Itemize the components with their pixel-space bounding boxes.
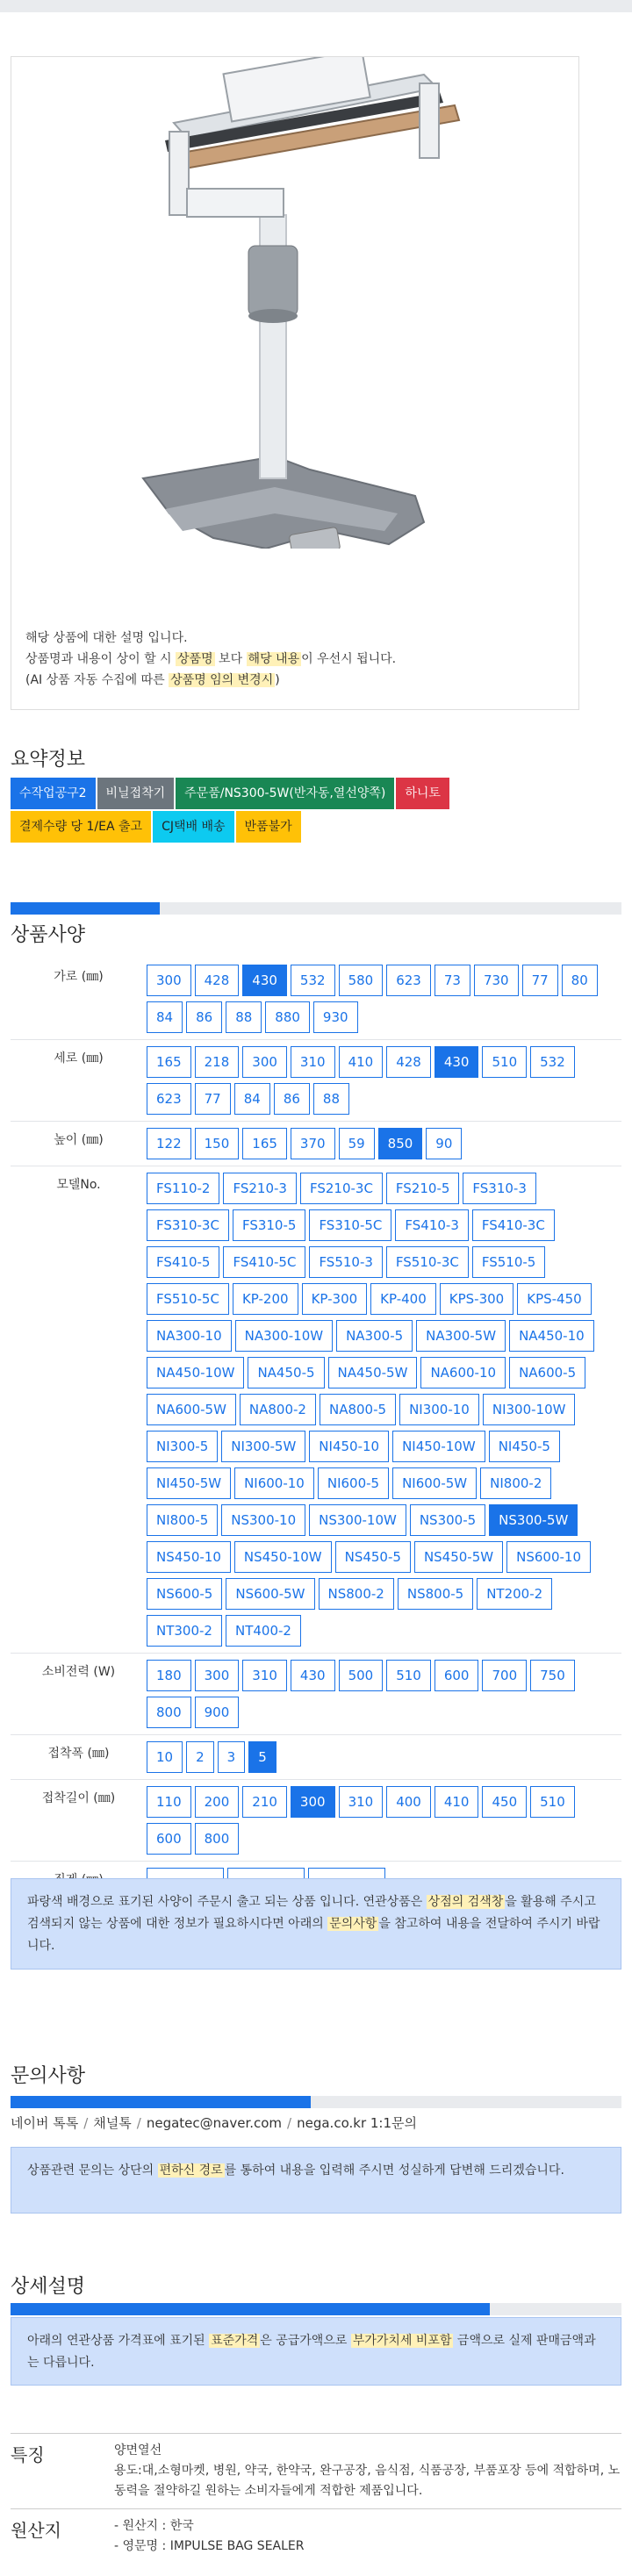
spec-option[interactable]: NS300-5 xyxy=(410,1504,485,1536)
spec-option[interactable]: 410 xyxy=(339,1046,384,1078)
spec-option[interactable]: FS210-3 xyxy=(223,1173,296,1204)
spec-row-label: 접착길이 (㎜) xyxy=(41,1791,116,1805)
spec-option[interactable]: 500 xyxy=(339,1660,384,1691)
spec-option[interactable]: 77 xyxy=(522,965,558,996)
spec-option-selected[interactable]: NS300-5W xyxy=(489,1504,578,1536)
spec-option[interactable]: NA800-5 xyxy=(320,1394,396,1425)
spec-option[interactable]: NI450-5 xyxy=(489,1431,560,1462)
spec-progress-bar xyxy=(11,902,621,915)
spec-row-label: 높이 (㎜) xyxy=(54,1133,104,1147)
details-title: 상세설명 xyxy=(11,2276,86,2298)
spec-option[interactable]: FS110-2 xyxy=(147,1173,219,1204)
spec-option[interactable]: 300 xyxy=(195,1660,240,1691)
spec-option[interactable]: 200 xyxy=(195,1786,240,1818)
spec-option[interactable]: NI300-5W xyxy=(221,1431,305,1462)
spec-table xyxy=(11,958,621,1906)
details-row xyxy=(11,2433,621,2508)
spec-option[interactable]: 86 xyxy=(186,1001,222,1033)
spec-option[interactable]: 623 xyxy=(147,1083,191,1115)
spec-option[interactable]: 122 xyxy=(147,1128,191,1159)
spec-option[interactable]: NS800-5 xyxy=(398,1578,473,1610)
spec-option[interactable]: NS800-2 xyxy=(319,1578,394,1610)
details-line: - 원산지 : 한국 xyxy=(114,2519,194,2533)
notice-line-3: (AI 상품 자동 수집에 따른 상품명 임의 변경시 ) xyxy=(25,673,280,687)
spec-option[interactable]: NS450-5W xyxy=(414,1541,503,1573)
spec-option[interactable]: 88 xyxy=(226,1001,262,1033)
spec-option[interactable]: FS510-5 xyxy=(472,1246,545,1278)
spec-option-group xyxy=(147,1044,621,1117)
contact-naver-talk[interactable]: 네이버 톡톡 xyxy=(11,2115,79,2131)
summary-badge: 결제수량 당 1/EA 출고 xyxy=(11,811,151,843)
spec-option[interactable]: NA450-5W xyxy=(328,1357,418,1388)
spec-option[interactable]: 532 xyxy=(291,965,335,996)
spec-option[interactable]: 410 xyxy=(434,1786,479,1818)
spec-option[interactable]: KPS-300 xyxy=(440,1283,514,1315)
spec-option[interactable]: NS600-5W xyxy=(226,1578,314,1610)
spec-option[interactable]: NT400-2 xyxy=(226,1615,301,1647)
notice-line-2: 상품명과 내용이 상이 할 시 상품명 보다 해당 내용 이 우선시 됩니다. xyxy=(25,652,397,666)
spec-option[interactable]: 400 xyxy=(386,1786,431,1818)
spec-option[interactable]: NI600-10 xyxy=(234,1467,314,1499)
spec-option[interactable]: 300 xyxy=(242,1046,287,1078)
spec-option[interactable]: NS600-10 xyxy=(506,1541,591,1573)
spec-option[interactable]: FS510-3 xyxy=(309,1246,382,1278)
details-row xyxy=(11,2508,621,2564)
spec-option[interactable]: NA450-10W xyxy=(147,1357,244,1388)
spec-option[interactable]: NS300-10W xyxy=(309,1504,406,1536)
spec-option[interactable]: FS310-3 xyxy=(463,1173,535,1204)
spec-option[interactable]: 450 xyxy=(482,1786,527,1818)
details-row-value xyxy=(114,2441,621,2501)
top-bar xyxy=(0,0,632,12)
spec-option[interactable]: NI450-5W xyxy=(147,1467,231,1499)
spec-option[interactable]: NA600-10 xyxy=(420,1357,506,1388)
spec-option[interactable]: 310 xyxy=(242,1660,287,1691)
spec-option[interactable]: FS310-5C xyxy=(309,1209,391,1241)
notice-line-1: 해당 상품에 대한 설명 입니다. xyxy=(25,631,188,645)
spec-option[interactable]: 180 xyxy=(147,1660,191,1691)
spec-option[interactable]: NA800-2 xyxy=(240,1394,316,1425)
spec-option[interactable]: FS410-5C xyxy=(223,1246,305,1278)
details-progress-bar xyxy=(11,2303,621,2315)
spec-option[interactable]: NI300-10 xyxy=(399,1394,479,1425)
spec-option[interactable]: 310 xyxy=(291,1046,335,1078)
spec-option-selected[interactable]: 430 xyxy=(242,965,287,996)
spec-row xyxy=(11,1166,621,1654)
summary-badge: 하니토 xyxy=(396,778,449,809)
spec-option[interactable]: NA450-10 xyxy=(509,1320,594,1352)
spec-option[interactable]: 580 xyxy=(339,965,384,996)
details-info-box: 아래의 연관상품 가격표에 표기된 표준가격 은 공급가액으로 부가가치세 비포함 금액으로 실제 판매금액과는 다릅니다. xyxy=(11,2317,621,2386)
spec-row xyxy=(11,1735,621,1780)
spec-option[interactable]: 77 xyxy=(195,1083,231,1115)
spec-option[interactable]: FS410-3 xyxy=(395,1209,468,1241)
details-row-label: 원산지 xyxy=(11,2520,61,2541)
spec-option[interactable]: NI800-2 xyxy=(480,1467,551,1499)
spec-option[interactable]: 3 xyxy=(218,1741,246,1773)
spec-option[interactable]: FS410-3C xyxy=(472,1209,555,1241)
details-line: - 영문명 : IMPULSE BAG SEALER xyxy=(114,2539,305,2553)
spec-option[interactable]: 73 xyxy=(434,965,470,996)
spec-option[interactable]: NS300-10 xyxy=(221,1504,305,1536)
details-row-label: 특징 xyxy=(11,2444,45,2465)
contact-email[interactable]: negatec@naver.com xyxy=(146,2115,283,2131)
spec-option[interactable]: 218 xyxy=(195,1046,240,1078)
spec-option[interactable]: FS510-5C xyxy=(147,1283,229,1315)
spec-option[interactable]: KP-400 xyxy=(370,1283,436,1315)
summary-badge: 주문품/NS300-5W(반자동,열선양쪽) xyxy=(176,778,394,809)
spec-option[interactable]: 86 xyxy=(274,1083,310,1115)
spec-row xyxy=(11,958,621,1040)
spec-option[interactable]: 165 xyxy=(147,1046,191,1078)
inquiry-info-box: 상품관련 문의는 상단의 편하신 경로 를 통하여 내용을 입력해 주시면 성실하게 답변해 드리겠습니다. xyxy=(11,2147,621,2214)
summary-badge: 수작업공구2 xyxy=(11,778,96,809)
spec-option[interactable]: NI450-10W xyxy=(392,1431,485,1462)
inquiry-title: 문의사항 xyxy=(11,2065,86,2087)
spec-option[interactable]: 900 xyxy=(195,1697,240,1728)
spec-option[interactable]: NA300-10W xyxy=(235,1320,333,1352)
summary-badge: 비닐접착기 xyxy=(97,778,175,809)
spec-option[interactable]: 165 xyxy=(242,1128,287,1159)
spec-title: 상품사양 xyxy=(11,924,86,946)
spec-option[interactable]: NS600-5 xyxy=(147,1578,222,1610)
spec-option-group xyxy=(147,1783,621,1857)
spec-option[interactable]: NT300-2 xyxy=(147,1615,222,1647)
spec-option[interactable]: 370 xyxy=(291,1128,335,1159)
spec-option-group xyxy=(147,1739,621,1776)
spec-option[interactable]: 84 xyxy=(234,1083,270,1115)
details-table xyxy=(11,2433,621,2564)
summary-badge: CJ택배 배송 xyxy=(153,811,233,843)
spec-option[interactable]: KP-200 xyxy=(233,1283,298,1315)
spec-option[interactable]: 600 xyxy=(147,1823,191,1855)
spec-option[interactable]: 600 xyxy=(434,1660,479,1691)
spec-option[interactable]: 880 xyxy=(265,1001,310,1033)
spec-option[interactable]: 430 xyxy=(291,1660,335,1691)
spec-option[interactable]: 800 xyxy=(195,1823,240,1855)
spec-option[interactable]: 428 xyxy=(195,965,240,996)
product-image-panel xyxy=(11,56,579,710)
spec-option-group xyxy=(147,1657,621,1731)
spec-info-box: 파랑색 배경으로 표기된 사양이 주문시 출고 되는 상품 입니다. 연관상품은 상점의 검색창 을 활용해 주시고 검색되지 않는 상품에 대한 정보가 필요하시다면 아래의 문의사항 을 참고하여 내용을 전달하여 주시기 바랍니다. xyxy=(11,1878,621,1970)
spec-option[interactable]: 428 xyxy=(386,1046,431,1078)
spec-option[interactable]: NI450-10 xyxy=(309,1431,389,1462)
contact-links: 네이버 톡톡 / 채널톡 / negatec@naver.com / nega.co.kr 1:1문의 xyxy=(11,2115,417,2131)
spec-option-selected[interactable]: 430 xyxy=(434,1046,479,1078)
inquiry-progress-bar xyxy=(11,2096,621,2108)
spec-option[interactable]: 59 xyxy=(339,1128,375,1159)
spec-option[interactable]: 84 xyxy=(147,1001,183,1033)
spec-option[interactable]: NI800-5 xyxy=(147,1504,218,1536)
spec-option[interactable]: 730 xyxy=(474,965,519,996)
spec-row-label: 세로 (㎜) xyxy=(54,1051,104,1066)
contact-web-inquiry[interactable]: nega.co.kr 1:1문의 xyxy=(297,2115,417,2131)
details-line: 양면열선 xyxy=(114,2443,162,2458)
spec-option-selected[interactable]: 850 xyxy=(378,1128,423,1159)
spec-option[interactable]: 532 xyxy=(530,1046,575,1078)
summary-badges xyxy=(11,778,590,844)
spec-option-selected[interactable]: 300 xyxy=(291,1786,335,1818)
spec-option[interactable]: KP-300 xyxy=(302,1283,368,1315)
details-line: 용도:대,소형마켓, 병원, 약국, 한약국, 완구공장, 음식점, 식품공장, 부품포장 등에 적합하며, 노동력을 절약하길 원하는 소비자들에게 적합한 제품입니다. xyxy=(114,2464,621,2498)
spec-option[interactable]: 510 xyxy=(482,1046,527,1078)
spec-row xyxy=(11,1122,621,1166)
spec-option[interactable]: FS310-3C xyxy=(147,1209,229,1241)
spec-row-label: 가로 (㎜) xyxy=(54,970,104,984)
spec-option[interactable]: NI600-5 xyxy=(318,1467,389,1499)
spec-option[interactable]: NS450-5 xyxy=(335,1541,411,1573)
contact-channel-talk[interactable]: 채널톡 xyxy=(93,2115,132,2131)
spec-option[interactable]: 88 xyxy=(313,1083,349,1115)
spec-option[interactable]: NS450-10 xyxy=(147,1541,231,1573)
spec-option[interactable]: 110 xyxy=(147,1786,191,1818)
spec-row-label: 접착폭 (㎜) xyxy=(47,1747,110,1761)
spec-row-label: 소비전력 (W) xyxy=(41,1665,116,1679)
spec-option[interactable]: NA300-5 xyxy=(336,1320,413,1352)
spec-row xyxy=(11,1654,621,1735)
details-row-value xyxy=(114,2516,621,2557)
spec-option[interactable]: NI300-10W xyxy=(483,1394,576,1425)
summary-badge: 반품불가 xyxy=(236,811,301,843)
spec-option-selected[interactable]: 5 xyxy=(248,1741,276,1773)
spec-option[interactable]: NA600-5W xyxy=(147,1394,236,1425)
spec-option[interactable]: NA450-5 xyxy=(248,1357,324,1388)
summary-title: 요약정보 xyxy=(11,749,86,771)
spec-option[interactable]: NA300-10 xyxy=(147,1320,232,1352)
spec-option[interactable]: FS510-3C xyxy=(386,1246,469,1278)
spec-option[interactable]: NI600-5W xyxy=(392,1467,477,1499)
spec-option[interactable]: 310 xyxy=(339,1786,384,1818)
spec-option[interactable]: 700 xyxy=(482,1660,527,1691)
spec-option[interactable]: 210 xyxy=(242,1786,287,1818)
spec-option-group xyxy=(147,1125,621,1162)
spec-option[interactable]: FS410-5 xyxy=(147,1246,219,1278)
spec-option[interactable]: 750 xyxy=(530,1660,575,1691)
spec-option[interactable]: 90 xyxy=(426,1128,462,1159)
spec-option[interactable]: 623 xyxy=(386,965,431,996)
spec-option[interactable]: NS450-10W xyxy=(234,1541,332,1573)
spec-option[interactable]: 10 xyxy=(147,1741,183,1773)
spec-option[interactable]: NI300-5 xyxy=(147,1431,218,1462)
spec-option[interactable]: 150 xyxy=(195,1128,240,1159)
spec-option-group xyxy=(147,962,621,1036)
spec-row xyxy=(11,1780,621,1862)
spec-option-group xyxy=(147,1170,621,1649)
spec-option[interactable]: 510 xyxy=(386,1660,431,1691)
spec-option[interactable]: FS210-5 xyxy=(386,1173,459,1204)
spec-option[interactable]: 80 xyxy=(562,965,598,996)
spec-option[interactable]: 2 xyxy=(186,1741,214,1773)
spec-option[interactable]: 510 xyxy=(530,1786,575,1818)
spec-option[interactable]: KPS-450 xyxy=(517,1283,591,1315)
spec-row xyxy=(11,1040,621,1122)
product-notice xyxy=(25,628,396,691)
spec-option[interactable]: FS310-5 xyxy=(233,1209,305,1241)
spec-option[interactable]: 300 xyxy=(147,965,191,996)
spec-row-label: 모델No. xyxy=(56,1178,101,1192)
product-image xyxy=(11,57,580,549)
spec-option[interactable]: 930 xyxy=(313,1001,358,1033)
spec-option[interactable]: FS210-3C xyxy=(300,1173,383,1204)
spec-option[interactable]: NA300-5W xyxy=(416,1320,506,1352)
spec-option[interactable]: 800 xyxy=(147,1697,191,1728)
spec-option[interactable]: NT200-2 xyxy=(477,1578,552,1610)
spec-option[interactable]: NA600-5 xyxy=(509,1357,585,1388)
